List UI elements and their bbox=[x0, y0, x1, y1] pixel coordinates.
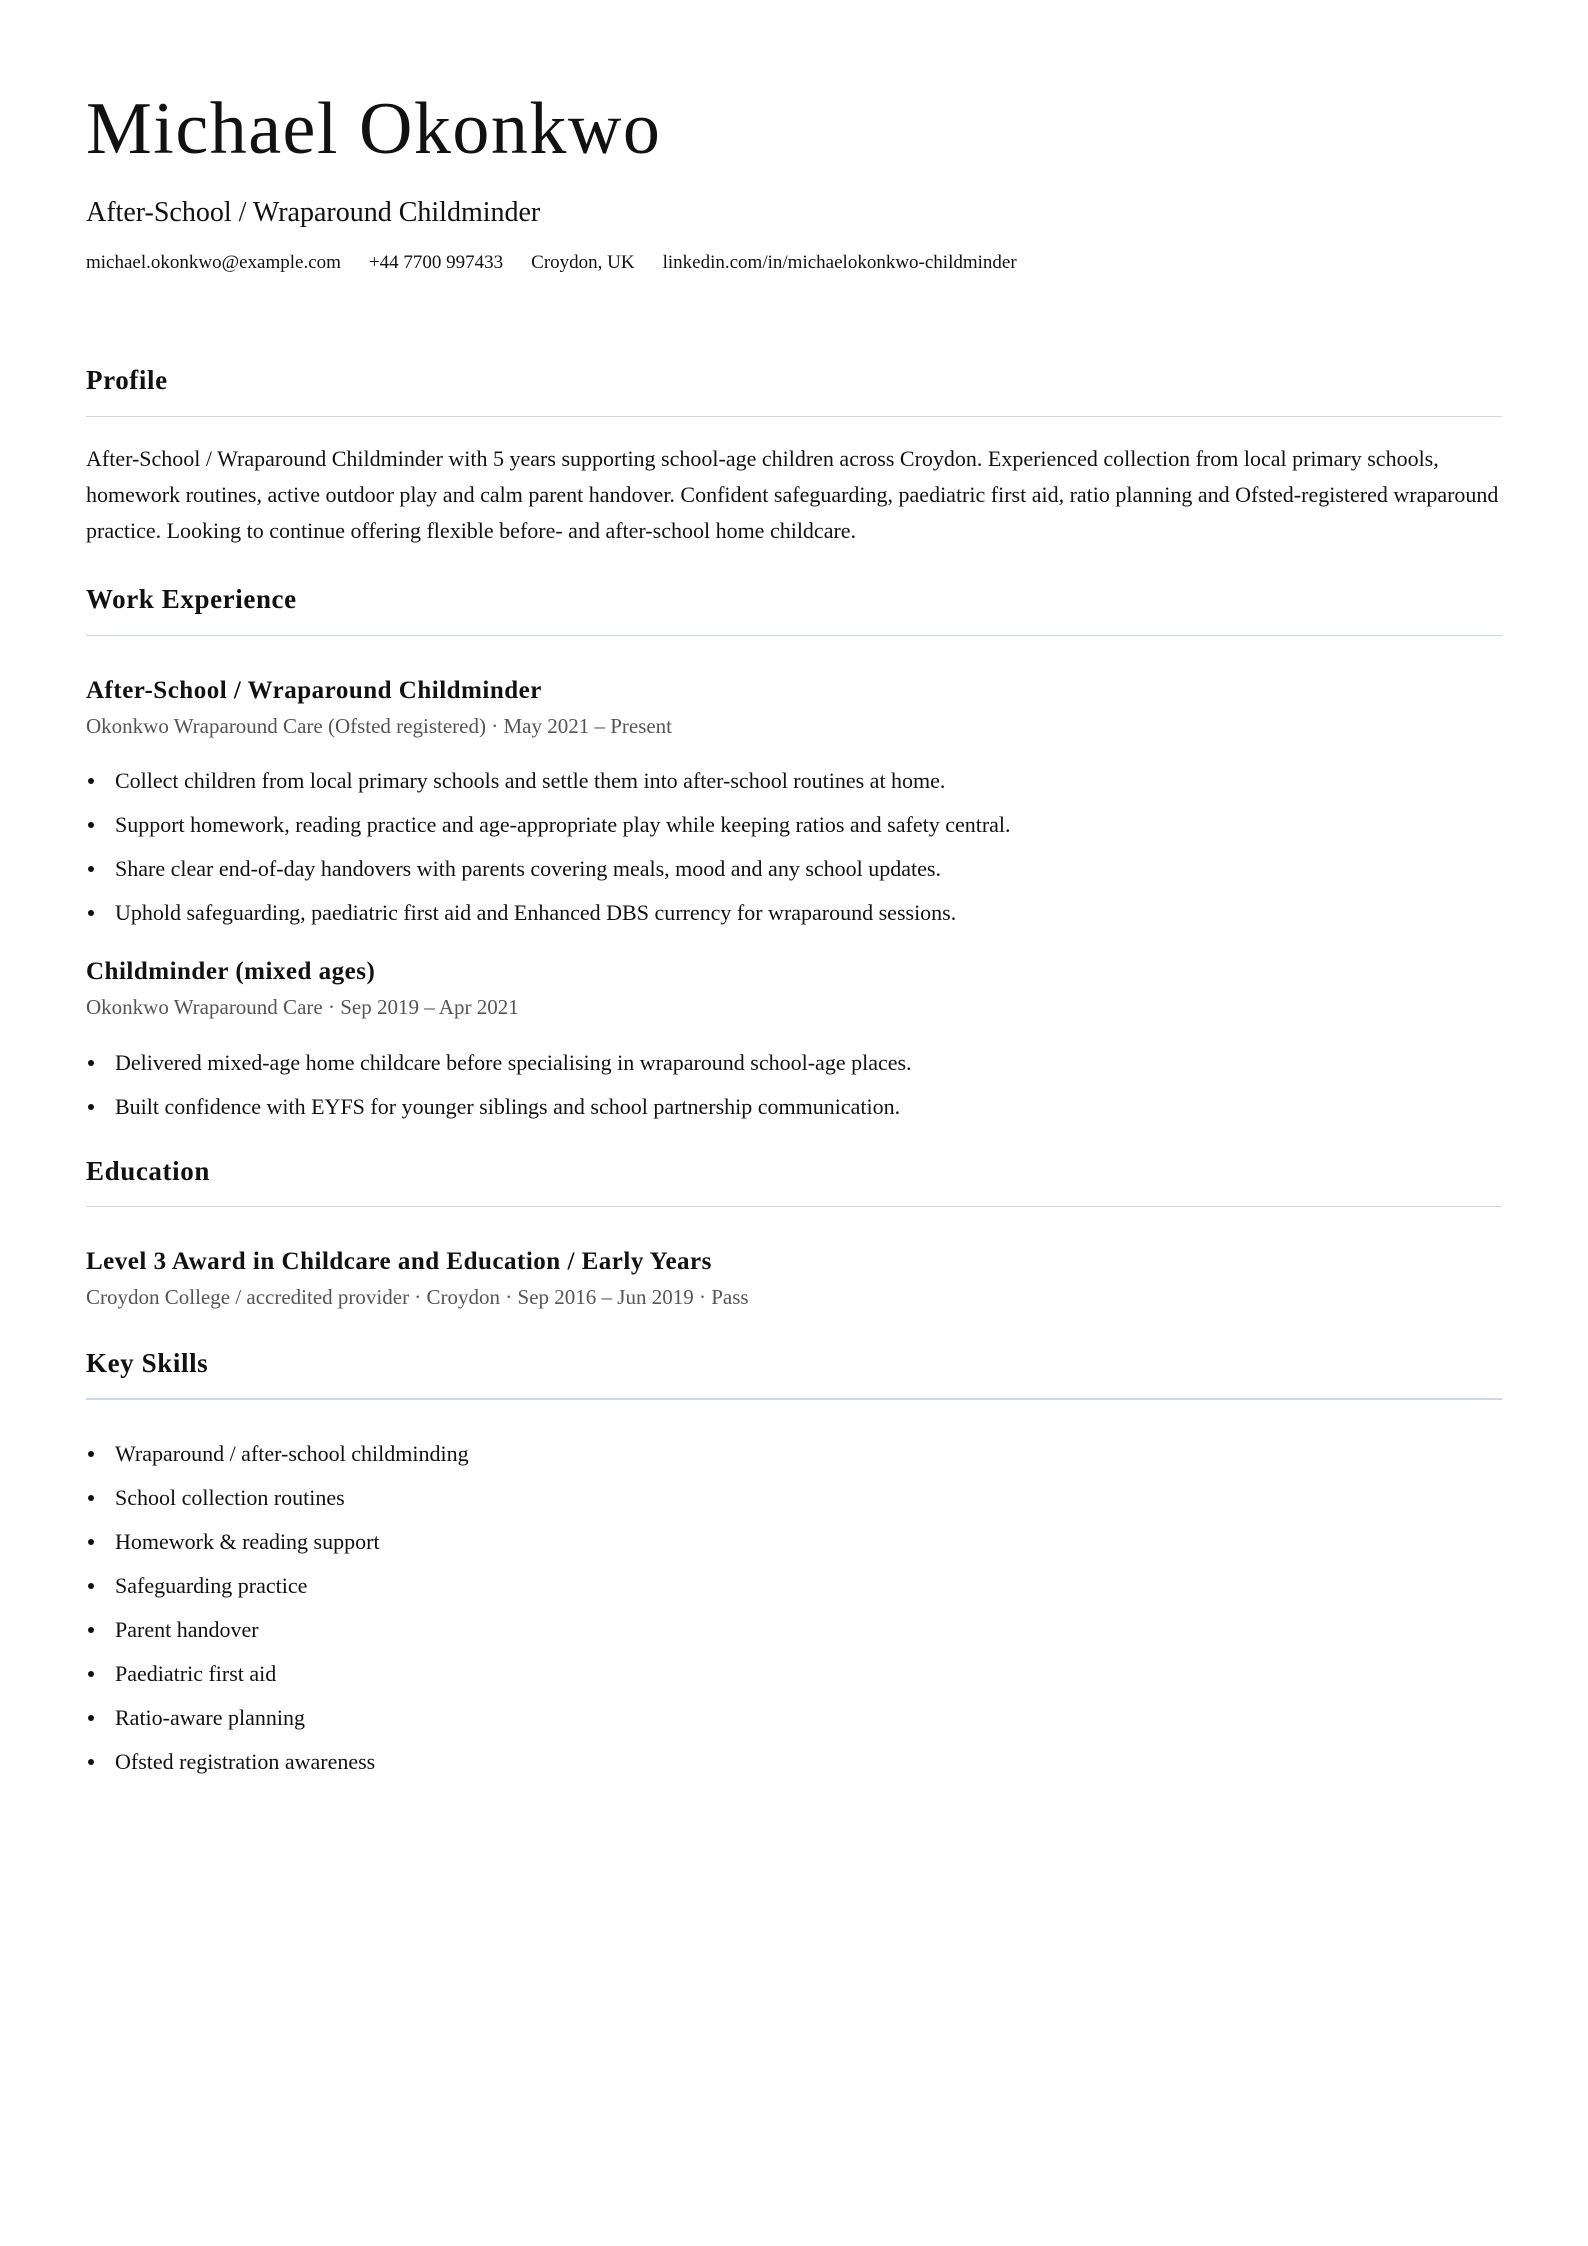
skills-list bbox=[86, 1432, 1502, 1784]
job-entry bbox=[86, 957, 1502, 1128]
job-entry bbox=[86, 676, 1502, 935]
skill-item: Wraparound / after-school childminding bbox=[86, 1432, 1502, 1476]
section-title-skills: Key Skills bbox=[86, 1347, 209, 1378]
job-bullets bbox=[86, 759, 1502, 935]
skill-item: School collection routines bbox=[86, 1476, 1502, 1520]
skills-section bbox=[86, 1347, 1502, 1784]
job-bullet: Share clear end-of-day handovers with parents covering meals, mood and any school updates. bbox=[86, 847, 1502, 891]
skill-item: Parent handover bbox=[86, 1608, 1502, 1652]
skill-item: Ofsted registration awareness bbox=[86, 1740, 1502, 1784]
job-title: After-School / Wraparound Childminder bbox=[86, 677, 542, 705]
section-divider bbox=[86, 416, 1502, 418]
contact-phone[interactable]: +44 7700 997433 bbox=[368, 251, 504, 273]
job-bullet: Uphold safeguarding, paediatric first aid and Enhanced DBS currency for wraparound sessions. bbox=[86, 891, 1502, 935]
contact-location: Croydon, UK bbox=[531, 251, 635, 273]
job-bullets bbox=[86, 1041, 1502, 1129]
skill-item: Safeguarding practice bbox=[86, 1564, 1502, 1608]
job-bullet: Collect children from local primary schools and settle them into after-school routines at home. bbox=[86, 759, 1502, 803]
job-title: Childminder (mixed ages) bbox=[86, 958, 376, 986]
section-divider bbox=[86, 635, 1502, 637]
candidate-headline: After-School / Wraparound Childminder bbox=[86, 197, 541, 228]
job-bullet: Delivered mixed-age home childcare before specialising in wraparound school-age places. bbox=[86, 1041, 1502, 1085]
contact-line bbox=[86, 252, 1502, 275]
section-divider bbox=[86, 1206, 1502, 1208]
contact-email[interactable]: michael.okonkwo@example.com bbox=[86, 251, 341, 273]
education-title: Level 3 Award in Childcare and Education / Early Years bbox=[86, 1248, 712, 1276]
experience-section bbox=[86, 583, 1502, 1128]
job-meta: Okonkwo Wraparound Care · Sep 2019 – Apr 2021 bbox=[86, 995, 519, 1020]
education-meta: Croydon College / accredited provider · Croydon · Sep 2016 – Jun 2019 · Pass bbox=[86, 1285, 749, 1310]
section-title-experience: Work Experience bbox=[86, 584, 297, 615]
job-meta: Okonkwo Wraparound Care (Ofsted registered) · May 2021 – Present bbox=[86, 714, 673, 739]
profile-section bbox=[86, 364, 1502, 549]
skill-item: Homework & reading support bbox=[86, 1520, 1502, 1564]
skill-item: Paediatric first aid bbox=[86, 1652, 1502, 1696]
job-bullet: Support homework, reading practice and age-appropriate play while keeping ratios and safety central. bbox=[86, 803, 1502, 847]
candidate-name: Michael Okonkwo bbox=[86, 88, 662, 170]
education-entry bbox=[86, 1247, 1502, 1310]
section-divider bbox=[86, 1398, 1502, 1400]
section-title-education: Education bbox=[86, 1155, 210, 1186]
skill-item: Ratio-aware planning bbox=[86, 1696, 1502, 1740]
job-bullet: Built confidence with EYFS for younger siblings and school partnership communication. bbox=[86, 1085, 1502, 1129]
contact-linkedin[interactable]: linkedin.com/in/michaelokonkwo-childminder bbox=[662, 251, 1017, 273]
resume-header bbox=[86, 0, 1502, 274]
education-section bbox=[86, 1155, 1502, 1311]
profile-summary: After-School / Wraparound Childminder with 5 years supporting school-age children across Croydon. Experienced collection from local primary schools, homework routines, active outdoor play and calm parent handover. Confident safeguarding, paediatric first aid, ratio planning and Ofsted-registered wraparound practice. Looking to continue offering flexible before- and after-school home childcare. bbox=[86, 446, 1499, 544]
section-title-profile: Profile bbox=[86, 365, 168, 396]
